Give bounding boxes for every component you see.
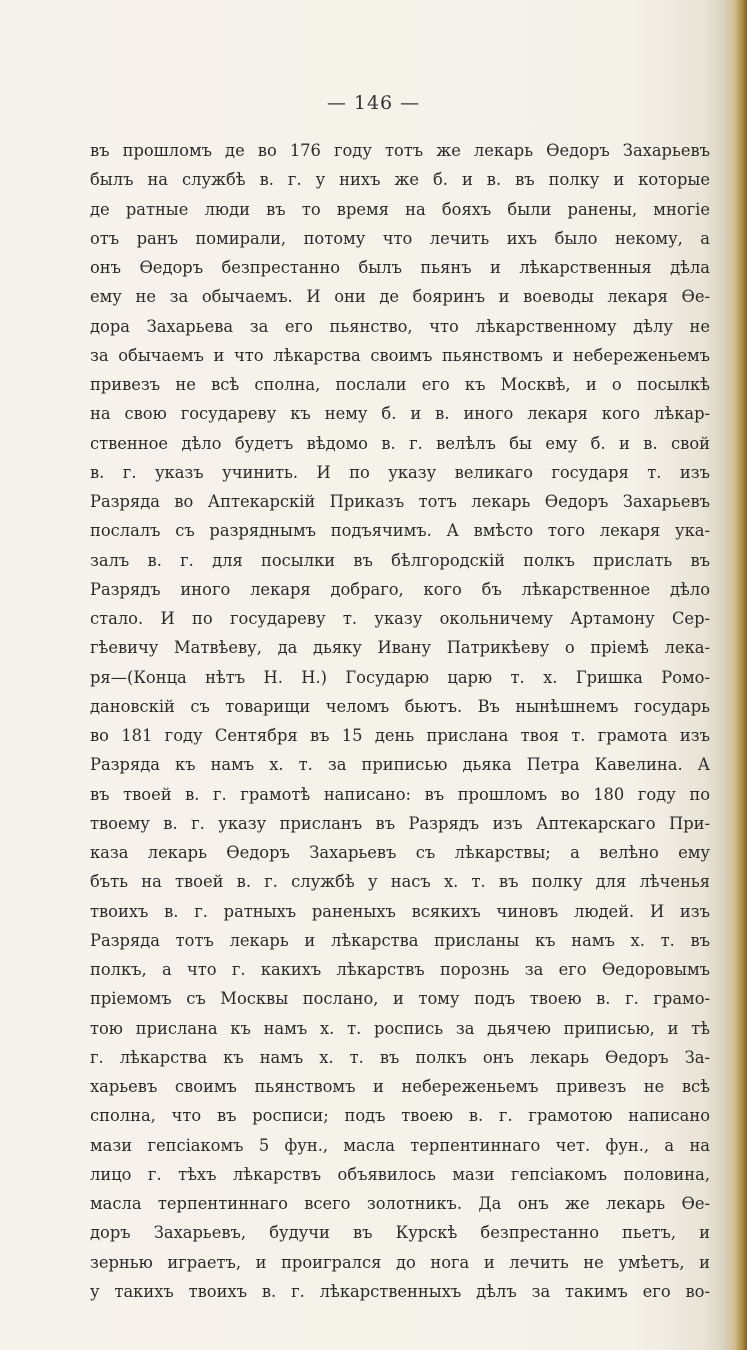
text-line: полкъ, а что г. какихъ лѣкарствъ порознь за его Ѳедоровымъ bbox=[90, 960, 710, 979]
text-line: въ прошломъ де во 176 году тотъ же лекарь Ѳедоръ Захарьевъ bbox=[90, 141, 710, 160]
text-line: Разрядъ иного лекаря добраго, кого бъ лѣкарственное дѣло bbox=[90, 579, 710, 599]
text-line: привезъ не всѣ сполна, послали его къ Москвѣ, и о посылкѣ bbox=[90, 375, 710, 394]
page-binding-edge bbox=[735, 0, 747, 1350]
text-line: твоему в. г. указу присланъ въ Разрядъ изъ Аптекарскаго При- bbox=[90, 813, 710, 833]
text-line: де ратные люди въ то время на бояхъ были ранены, многіе bbox=[90, 199, 710, 219]
text-line: гѣевичу Матвѣеву, да дьяку Ивану Патрикѣеву о пріемѣ лека- bbox=[90, 638, 710, 658]
text-line: г. лѣкарства къ намъ х. т. въ полкъ онъ лекарь Ѳедоръ За- bbox=[90, 1047, 710, 1067]
text-line: дановскій съ товарищи челомъ бьютъ. Въ нынѣшнемъ государь bbox=[90, 696, 710, 716]
text-line: Разряда тотъ лекарь и лѣкарства присланы къ намъ х. т. въ bbox=[90, 930, 710, 950]
text-line: онъ Ѳедоръ безпрестанно былъ пьянъ и лѣкарственныя дѣла bbox=[90, 258, 710, 277]
text-line: бъть на твоей в. г. службѣ у насъ х. т. въ полку для лѣченья bbox=[90, 872, 710, 892]
text-line: былъ на службѣ в. г. у нихъ же б. и в. въ полку и которые bbox=[90, 170, 710, 190]
text-line: в. г. указъ учинить. И по указу великаго государя т. изъ bbox=[90, 462, 710, 482]
text-line: Разряда къ намъ х. т. за приписью дьяка Петра Кавелина. А bbox=[90, 755, 710, 775]
text-line: ственное дѣло будетъ вѣдомо в. г. велѣлъ бы ему б. и в. свой bbox=[90, 433, 710, 453]
text-line: каза лекарь Ѳедоръ Захарьевъ съ лѣкарствы; а велѣно ему bbox=[90, 843, 710, 862]
text-line: у такихъ твоихъ в. г. лѣкарственныхъ дѣлъ за такимъ его во- bbox=[90, 1281, 710, 1301]
text-line: пріемомъ съ Москвы послано, и тому подъ твоею в. г. грамо- bbox=[90, 989, 710, 1009]
text-line: во 181 году Сентября въ 15 день прислана твоя т. грамота изъ bbox=[90, 726, 710, 745]
text-line: отъ ранъ помирали, потому что лечить ихъ было некому, а bbox=[90, 228, 710, 248]
text-line: на свою государеву къ нему б. и в. иного лекаря кого лѣкар- bbox=[90, 404, 710, 424]
text-line: ему не за обычаемъ. И они де бояринъ и воеводы лекаря Ѳе- bbox=[90, 287, 710, 307]
text-line: мази гепсіакомъ 5 фун., масла терпентиннаго чет. фун., а на bbox=[90, 1135, 710, 1155]
text-line: за обычаемъ и что лѣкарства своимъ пьянствомъ и небереженьемъ bbox=[90, 345, 710, 365]
body-text bbox=[90, 136, 710, 1306]
text-line: послалъ съ разряднымъ подъячимъ. А вмѣсто того лекаря ука- bbox=[90, 521, 710, 541]
text-line: харьевъ своимъ пьянствомъ и небереженьемъ привезъ не всѣ bbox=[90, 1077, 710, 1096]
text-line: сполна, что въ росписи; подъ твоею в. г. грамотою написано bbox=[90, 1106, 710, 1126]
text-line: дора Захарьева за его пьянство, что лѣкарственному дѣлу не bbox=[90, 316, 710, 336]
text-line: Разряда во Аптекарскій Приказъ тотъ лекарь Ѳедоръ Захарьевъ bbox=[90, 492, 710, 511]
text-line: въ твоей в. г. грамотѣ написано: въ прошломъ во 180 году по bbox=[90, 784, 710, 804]
text-line: лицо г. тѣхъ лѣкарствъ объявилось мази гепсіакомъ половина, bbox=[90, 1164, 710, 1184]
text-line: ря—(Конца нѣтъ Н. Н.) Государю царю т. х. Гришка Ромо- bbox=[90, 667, 710, 687]
text-line: залъ в. г. для посылки въ бѣлгородскій полкъ прислать въ bbox=[90, 550, 710, 570]
text-line: зернью играетъ, и проигрался до нога и лечить не умѣетъ, и bbox=[90, 1252, 710, 1272]
text-line: тою прислана къ намъ х. т. роспись за дьячею приписью, и тѣ bbox=[90, 1018, 710, 1038]
page-number: — 146 — bbox=[326, 92, 421, 114]
text-line: доръ Захарьевъ, будучи въ Курскѣ безпрестанно пьетъ, и bbox=[90, 1223, 710, 1243]
text-line: стало. И по государеву т. указу окольничему Артамону Сер- bbox=[90, 609, 710, 628]
text-line: твоихъ в. г. ратныхъ раненыхъ всякихъ чиновъ людей. И изъ bbox=[90, 901, 710, 921]
text-line: масла терпентиннаго всего золотникъ. Да онъ же лекарь Ѳе- bbox=[90, 1194, 710, 1213]
